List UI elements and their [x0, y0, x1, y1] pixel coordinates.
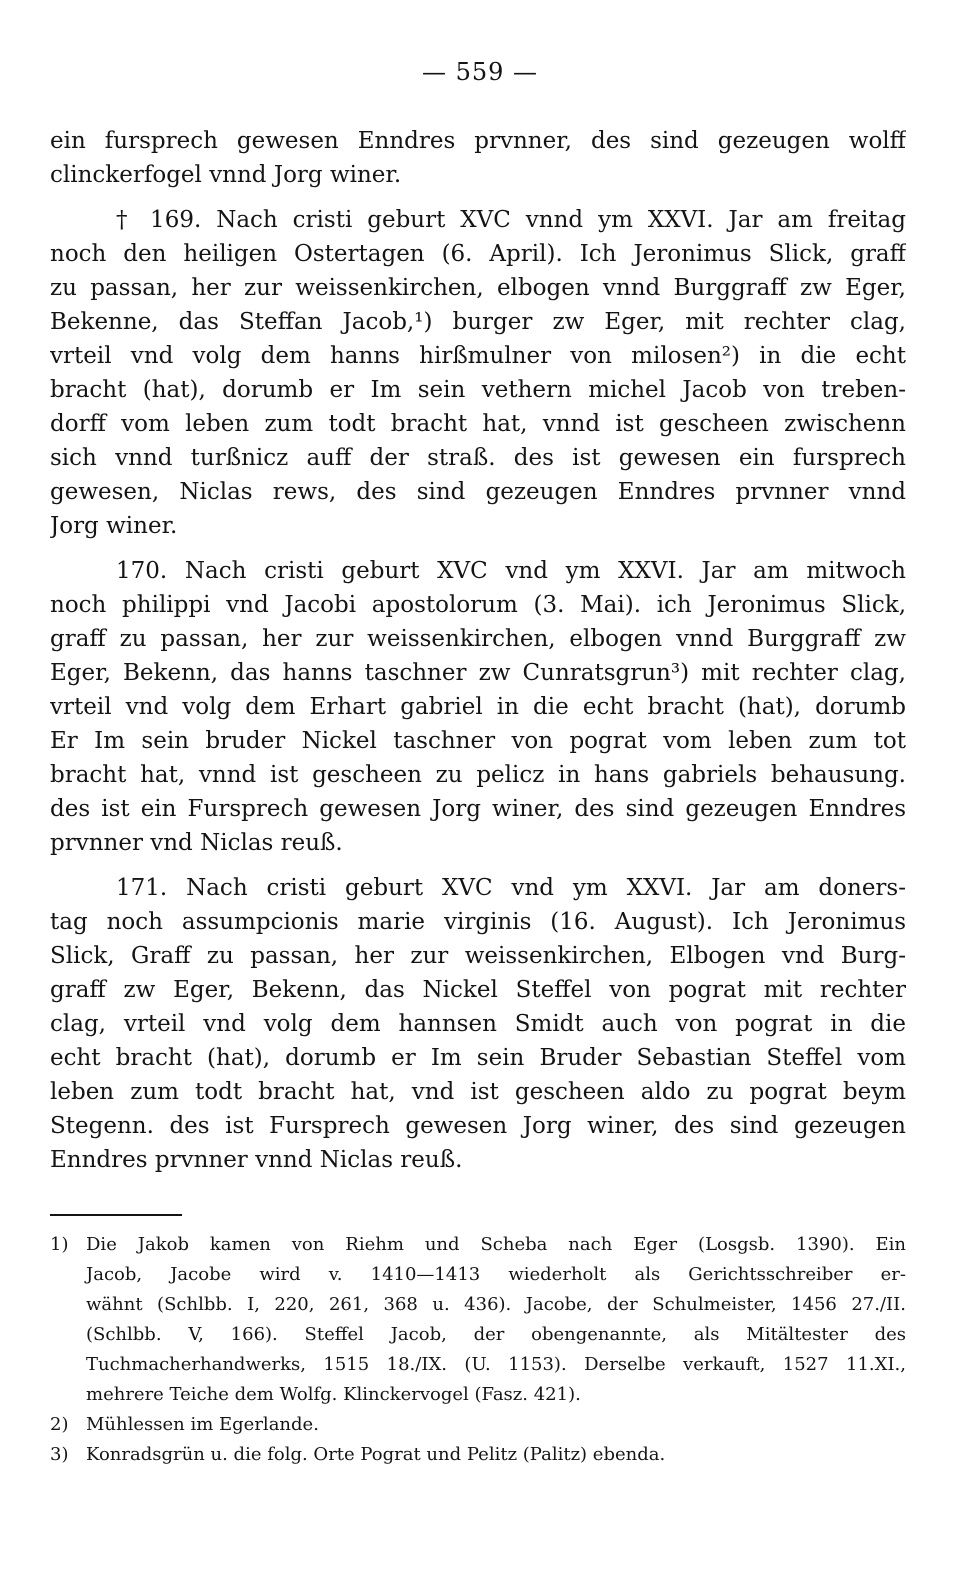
footnote-3 — [50, 1440, 906, 1470]
text-line: clag, vrteil vnd volg dem hannsen Smidt auch von pograt in die — [50, 1011, 906, 1037]
footnote-number: 3) — [50, 1444, 69, 1465]
footnote-line — [50, 1440, 906, 1470]
footnote-line: Tuchmacherhandwerks, 1515 18./IX. (U. 1153). Derselbe verkauft, 1527 11.XI., — [86, 1354, 906, 1375]
text-line: graff zu passan, her zur weissenkirchen, elbogen vnnd Burggraff zw — [50, 626, 906, 652]
footnote-number: 1) — [50, 1234, 69, 1255]
text-line: Bekenne, das Steffan Jacob,¹) burger zw Eger, mit rechter clag, — [50, 309, 906, 335]
paragraph-entry-171 — [50, 871, 906, 1177]
footnote-number: 2) — [50, 1414, 69, 1435]
text-line: † 169. Nach cristi geburt XVC vnnd ym XXVI. Jar am freitag — [116, 207, 906, 233]
footnotes — [50, 1230, 906, 1470]
paragraph-entry-170 — [50, 554, 906, 860]
text-line: clinckerfogel vnnd Jorg winer. — [50, 162, 402, 188]
text-line: Stegenn. des ist Fursprech gewesen Jorg winer, des sind gezeugen — [50, 1113, 906, 1139]
footnote-1 — [50, 1230, 906, 1410]
footnote-line: mehrere Teiche dem Wolfg. Klinckervogel (Fasz. 421). — [86, 1384, 581, 1405]
text-line: bracht hat, vnnd ist gescheen zu pelicz in hans gabriels behausung. — [50, 762, 906, 788]
text-line: graff zw Eger, Bekenn, das Nickel Steffel von pograt mit rechter — [50, 977, 906, 1003]
text-line: 170. Nach cristi geburt XVC vnd ym XXVI. Jar am mitwoch — [116, 558, 906, 584]
text-line: Eger, Bekenn, das hanns taschner zw Cunratsgrun³) mit rechter clag, — [50, 660, 906, 686]
text-line: noch den heiligen Ostertagen (6. April). Ich Jeronimus Slick, graff — [50, 241, 906, 267]
footnote-line: wähnt (Schlbb. I, 220, 261, 368 u. 436). Jacobe, der Schulmeister, 1456 27./II. — [86, 1294, 906, 1315]
footnote-line: (Schlbb. V, 166). Steffel Jacob, der obengenannte, als Mitältester des — [86, 1324, 906, 1345]
text-line: 171. Nach cristi geburt XVC vnd ym XXVI. Jar am doners- — [116, 875, 906, 901]
text-line: vrteil vnd volg dem hanns hirßmulner von milosen²) in die echt — [50, 343, 906, 369]
text-line: zu passan, her zur weissenkirchen, elbogen vnnd Burggraff zw Eger, — [50, 275, 906, 301]
text-line: Jorg winer. — [50, 513, 178, 539]
text-line: Slick, Graff zu passan, her zur weissenkirchen, Elbogen vnd Burg- — [50, 943, 906, 969]
footnote-line — [50, 1230, 906, 1260]
text-line: Er Im sein bruder Nickel taschner von pograt vom leben zum tot — [50, 728, 906, 754]
text-line: sich vnnd turßnicz auff der straß. des ist gewesen ein fursprech — [50, 445, 906, 471]
footnote-text: Die Jakob kamen von Riehm und Scheba nach Eger (Losgsb. 1390). Ein — [86, 1234, 906, 1255]
body-text — [50, 124, 906, 1177]
text-line: vrteil vnd volg dem Erhart gabriel in die echt bracht (hat), dorumb — [50, 694, 906, 720]
text-line: ein fursprech gewesen Enndres prvnner, des sind gezeugen wolff — [50, 128, 906, 154]
text-line: prvnner vnd Niclas reuß. — [50, 830, 343, 856]
text-line: des ist ein Fursprech gewesen Jorg winer, des sind gezeugen Enndres — [50, 796, 906, 822]
page-number: — 559 — — [421, 58, 539, 86]
paragraph-intro — [50, 124, 906, 192]
text-line: Enndres prvnner vnnd Niclas reuß. — [50, 1147, 463, 1173]
text-line: noch philippi vnd Jacobi apostolorum (3. Mai). ich Jeronimus Slick, — [50, 592, 906, 618]
footnote-divider — [50, 1214, 182, 1216]
text-line: echt bracht (hat), dorumb er Im sein Bruder Sebastian Steffel vom — [50, 1045, 906, 1071]
text-line: dorff vom leben zum todt bracht hat, vnnd ist gescheen zwischenn — [50, 411, 906, 437]
footnote-text: Mühlessen im Egerlande. — [86, 1414, 319, 1435]
text-line: bracht (hat), dorumb er Im sein vethern michel Jacob von treben- — [50, 377, 906, 403]
footnote-line — [50, 1410, 906, 1440]
footnote-line: Jacob, Jacobe wird v. 1410—1413 wiederholt als Gerichtsschreiber er- — [86, 1264, 906, 1285]
text-line: gewesen, Niclas rews, des sind gezeugen Enndres prvnner vnnd — [50, 479, 906, 505]
footnote-2 — [50, 1410, 906, 1440]
footnote-text: Konradsgrün u. die folg. Orte Pograt und Pelitz (Palitz) ebenda. — [86, 1444, 666, 1465]
paragraph-entry-169 — [50, 203, 906, 543]
text-line: tag noch assumpcionis marie virginis (16. August). Ich Jeronimus — [50, 909, 906, 935]
text-line: leben zum todt bracht hat, vnd ist gescheen aldo zu pograt beym — [50, 1079, 906, 1105]
